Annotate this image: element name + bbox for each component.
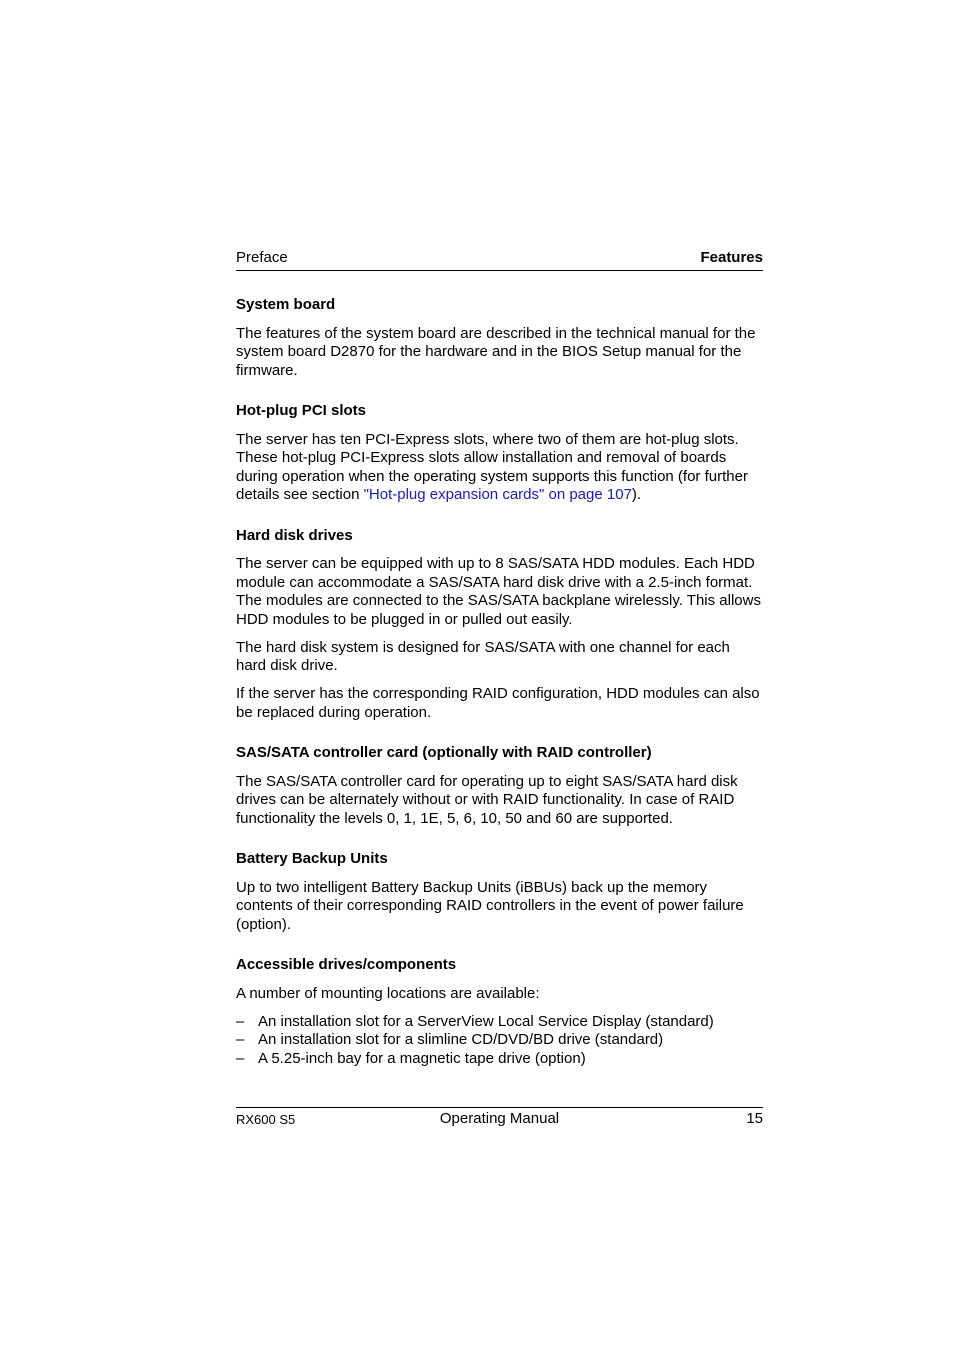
list-item [236, 1031, 763, 1050]
list-item-text: An installation slot for a slimline CD/DVD/BD drive (standard) [258, 1031, 664, 1048]
paragraph-system-board: The features of the system board are described in the technical manual for the system board D2870 for the hardware and in the BIOS Setup manual for the firmware. [236, 324, 756, 379]
dash-mark: – [236, 1049, 245, 1067]
section-accessible [236, 956, 763, 1068]
mounting-locations-list [236, 1013, 763, 1069]
section-battery [236, 850, 763, 934]
paragraph-controller: The SAS/SATA controller card for operating up to eight SAS/SATA hard disk drives can be alternately without or with RAID functionality. In case of RAID functionality the levels 0, 1, 1E, 5, 6, 10, 50 and 60 are supported. [236, 772, 738, 827]
page-content [236, 296, 763, 1068]
paragraph-hot-plug [236, 431, 763, 505]
paragraph-accessible: A number of mounting locations are available: [236, 984, 540, 1002]
running-footer [236, 1107, 763, 1132]
list-item-text: A 5.25-inch bay for a magnetic tape drive (option) [258, 1049, 586, 1067]
footer-manual-title: Operating Manual [439, 1110, 560, 1127]
hot-plug-expansion-link[interactable]: "Hot-plug expansion cards" on page 107 [363, 486, 632, 503]
section-controller [236, 744, 763, 828]
heading-hot-plug: Hot-plug PCI slots [236, 402, 366, 419]
heading-hard-disk: Hard disk drives [236, 526, 353, 544]
dash-mark: – [236, 1012, 245, 1030]
paragraph-hard-disk-3: If the server has the corresponding RAID configuration, HDD modules can also be replaced during operation. [236, 685, 760, 721]
header-section: Preface [236, 249, 288, 266]
section-system-board [236, 296, 763, 380]
paragraph-battery: Up to two intelligent Battery Backup Units (iBBUs) back up the memory contents of their corresponding RAID controllers in the event of power failure (option). [236, 878, 744, 933]
list-item-text: An installation slot for a ServerView Local Service Display (standard) [258, 1012, 714, 1030]
hot-plug-text-end: ). [631, 486, 642, 503]
heading-system-board: System board [236, 296, 336, 313]
heading-battery: Battery Backup Units [236, 850, 388, 867]
dash-mark: – [236, 1031, 245, 1048]
hot-plug-text: The server has ten PCI-Express slots, where two of them are hot-plug slots. These hot-plug PCI-Express slots allow installation and removal of boards during operation when the operating system supports this function (for further details see section [236, 430, 748, 503]
running-header [236, 248, 763, 271]
section-hot-plug [236, 402, 763, 505]
list-item [236, 1050, 763, 1069]
list-item [236, 1013, 763, 1032]
heading-controller: SAS/SATA controller card (optionally with RAID controller) [236, 744, 652, 761]
page-number: 15 [746, 1110, 763, 1127]
section-hard-disk [236, 527, 763, 723]
heading-accessible: Accessible drives/components [236, 956, 457, 973]
footer-product: RX600 S5 [236, 1112, 296, 1127]
paragraph-hard-disk-2: The hard disk system is designed for SAS/SATA with one channel for each hard disk drive. [236, 638, 730, 674]
paragraph-hard-disk-1: The server can be equipped with up to 8 SAS/SATA HDD modules. Each HDD module can accommodate a SAS/SATA hard disk drive with a 2.5-inch format. The modules are connected to the SAS/SATA backplane wirelessly. This allows HDD modules to be plugged in or pulled out easily. [236, 555, 761, 628]
header-chapter: Features [700, 249, 763, 266]
